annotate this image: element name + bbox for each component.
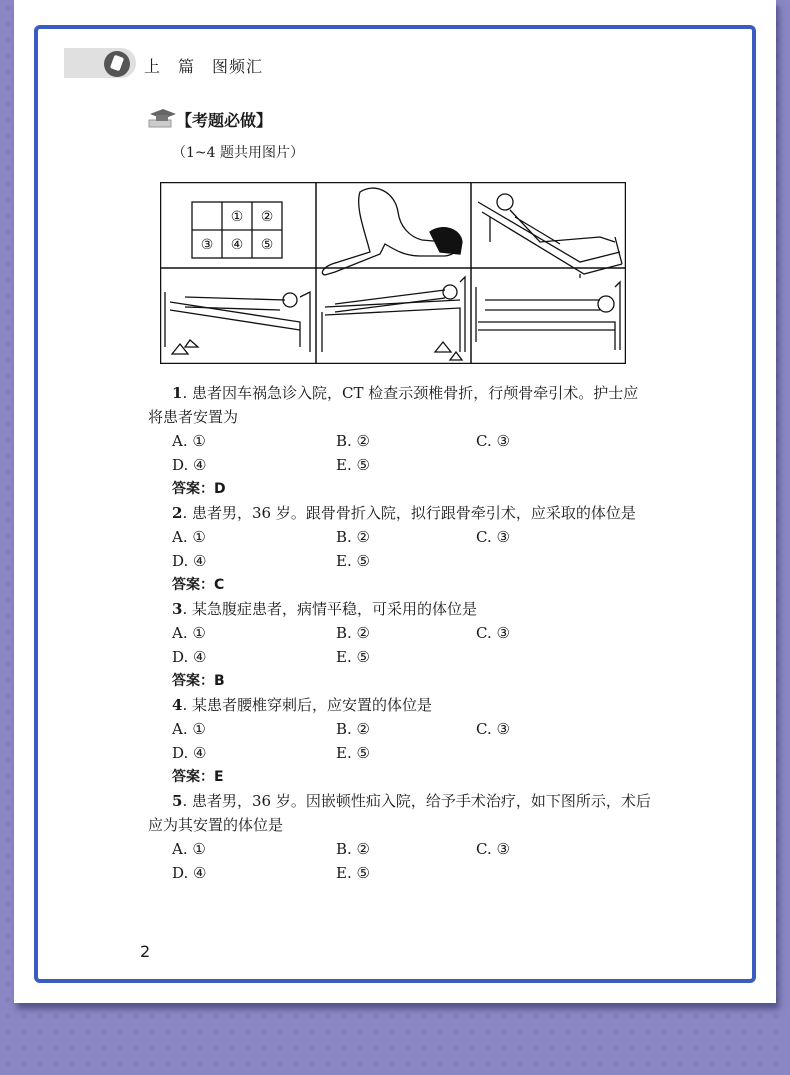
option-e[interactable]: E. ⑤ (336, 552, 370, 570)
option-row (148, 645, 648, 669)
grid-label-3: ③ (200, 237, 214, 253)
option-row (148, 837, 648, 861)
question-stem-text: 某急腹症患者，病情平稳，可采用的体位是 (191, 600, 477, 618)
option-d[interactable]: D. ④ (172, 648, 207, 666)
grid-label-4: ④ (230, 237, 244, 253)
option-c[interactable]: C. ③ (476, 528, 510, 546)
question-stem-line: 5. 患者男，36 岁。因嵌顿性疝入院，给予手术治疗，如下图所示，术后 (172, 792, 651, 810)
answer: 答案：B (172, 673, 225, 689)
option-c[interactable]: C. ③ (476, 840, 510, 858)
option-row (148, 549, 648, 573)
option-d[interactable]: D. ④ (172, 744, 207, 762)
answer: 答案：E (172, 769, 224, 785)
option-a[interactable]: A. ① (172, 840, 206, 858)
question-stem-line: 4. 某患者腰椎穿刺后，应安置的体位是 (172, 696, 432, 714)
question-5 (148, 789, 651, 885)
grid-label-1: ① (230, 209, 244, 225)
page-number: 2 (140, 942, 151, 961)
question-3 (148, 597, 648, 693)
option-a[interactable]: A. ① (172, 432, 206, 450)
option-row (148, 621, 648, 645)
option-c[interactable]: C. ③ (476, 624, 510, 642)
chapter-title: 上 篇 图频汇 (144, 57, 264, 76)
option-row (148, 453, 648, 477)
question-number: 1 (172, 384, 183, 402)
question-number: 4 (172, 696, 183, 714)
option-b[interactable]: B. ② (336, 720, 371, 738)
option-d[interactable]: D. ④ (172, 456, 207, 474)
semi-fowler-position-illustration (478, 194, 622, 278)
head-low-position-illustration (165, 292, 310, 354)
label-grid (192, 202, 282, 258)
option-b[interactable]: B. ② (336, 624, 371, 642)
question-stem-line (148, 405, 648, 429)
option-row (148, 861, 648, 885)
option-row (148, 741, 648, 765)
question-stem-text: 患者因车祸急诊入院，CT 检查示颈椎骨折，行颅骨牵引术。护士应 (191, 384, 639, 402)
foot-elevated-position-illustration (322, 277, 465, 360)
section-title: 【考题必做】 (176, 111, 273, 130)
option-e[interactable]: E. ⑤ (336, 648, 370, 666)
option-row (148, 429, 648, 453)
question-1 (148, 381, 648, 501)
graduation-cap-icon (147, 107, 177, 129)
option-e[interactable]: E. ⑤ (336, 864, 370, 882)
supine-position-illustration (476, 282, 620, 350)
question-2 (148, 501, 648, 597)
question-stem-text: 患者男，36 岁。跟骨骨折入院，拟行跟骨牵引术，应采取的体位是 (191, 504, 636, 522)
question-stem-line: 2. 患者男，36 岁。跟骨骨折入院，拟行跟骨牵引术，应采取的体位是 (172, 504, 636, 522)
question-stem-text: 将患者安置为 (148, 408, 239, 426)
option-b[interactable]: B. ② (336, 528, 371, 546)
option-a[interactable]: A. ① (172, 624, 206, 642)
option-b[interactable]: B. ② (336, 840, 371, 858)
option-b[interactable]: B. ② (336, 432, 371, 450)
option-a[interactable]: A. ① (172, 528, 206, 546)
grid-label-2: ② (260, 209, 274, 225)
question-stem-line (148, 813, 648, 837)
option-d[interactable]: D. ④ (172, 552, 207, 570)
chapter-icon (104, 51, 130, 77)
question-stem-text: 患者男，36 岁。因嵌顿性疝入院，给予手术治疗，如下图所示，术后 (191, 792, 651, 810)
position-figure (160, 182, 626, 364)
question-stem-text: 应为其安置的体位是 (148, 816, 284, 834)
knee-chest-position-illustration (322, 188, 462, 275)
shared-figure-note: （1~4 题共用图片） (172, 145, 304, 161)
option-row (148, 717, 648, 741)
option-c[interactable]: C. ③ (476, 720, 510, 738)
question-number: 3 (172, 600, 183, 618)
question-number: 5 (172, 792, 183, 810)
grid-label-5: ⑤ (260, 237, 274, 253)
option-e[interactable]: E. ⑤ (336, 744, 370, 762)
question-stem-line: 1. 患者因车祸急诊入院，CT 检查示颈椎骨折，行颅骨牵引术。护士应 (172, 384, 639, 402)
question-4 (148, 693, 648, 789)
question-stem-text: 某患者腰椎穿刺后，应安置的体位是 (191, 696, 432, 714)
option-d[interactable]: D. ④ (172, 864, 207, 882)
answer: 答案：C (172, 577, 225, 593)
question-stem-line: 3. 某急腹症患者，病情平稳，可采用的体位是 (172, 600, 477, 618)
answer: 答案：D (172, 481, 226, 497)
question-number: 2 (172, 504, 183, 522)
option-c[interactable]: C. ③ (476, 432, 510, 450)
option-row (148, 525, 648, 549)
option-a[interactable]: A. ① (172, 720, 206, 738)
option-e[interactable]: E. ⑤ (336, 456, 370, 474)
